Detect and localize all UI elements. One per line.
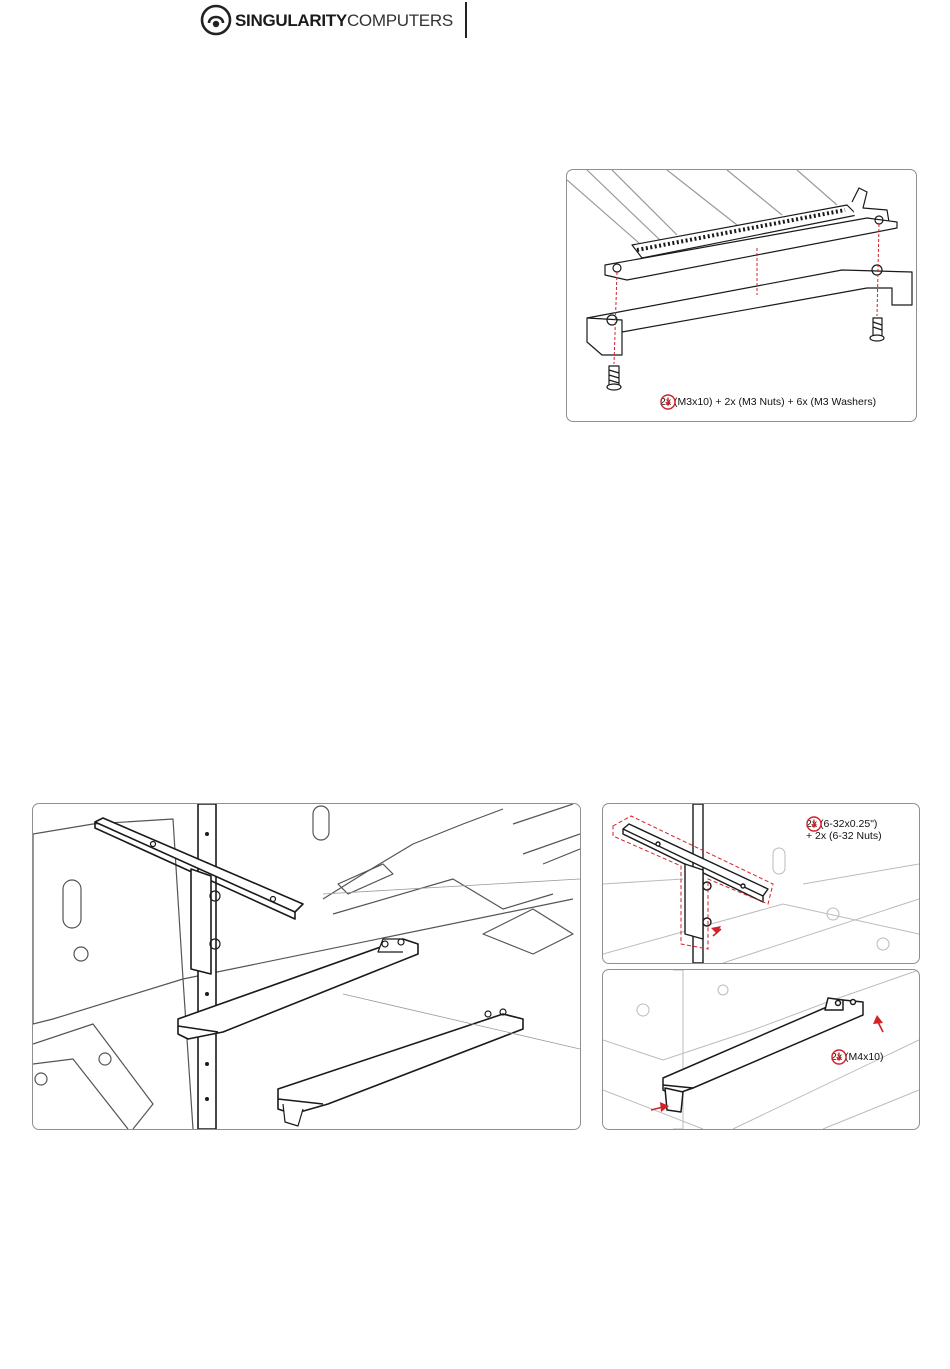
warning-circle-icon bbox=[660, 394, 676, 410]
warning-circle-icon bbox=[806, 816, 822, 832]
figure-main-assembly bbox=[32, 803, 581, 1130]
standoff-bracket-callout-line2: + 2x (6-32 Nuts) bbox=[806, 830, 882, 842]
standoff-bracket-callout-line1: 2x (6-32x0.25") bbox=[806, 818, 878, 830]
support-rail-callout-text: 2x (M4x10) bbox=[831, 1051, 884, 1063]
header-divider bbox=[465, 2, 467, 38]
warning-circle-icon bbox=[831, 1049, 847, 1065]
brand-name bbox=[235, 11, 453, 31]
support-rail-illustration bbox=[603, 970, 919, 1129]
brand-name-light: COMPUTERS bbox=[346, 11, 453, 30]
page-header bbox=[200, 2, 480, 38]
main-assembly-illustration bbox=[33, 804, 580, 1129]
riser-bracket-callout-text: 2x (M3x10) + 2x (M3 Nuts) + 6x (M3 Washers) bbox=[660, 396, 877, 408]
standoff-bracket-callout bbox=[806, 818, 882, 842]
singularity-logo-icon bbox=[200, 4, 232, 36]
figure-detail-standoff-bracket bbox=[602, 803, 920, 964]
figure-riser-bracket bbox=[566, 169, 917, 422]
brand-name-bold: SINGULARITY bbox=[235, 11, 347, 30]
riser-bracket-illustration bbox=[567, 170, 916, 421]
support-rail-callout bbox=[831, 1051, 884, 1063]
riser-bracket-callout bbox=[660, 396, 876, 408]
figure-detail-support-rail bbox=[602, 969, 920, 1130]
